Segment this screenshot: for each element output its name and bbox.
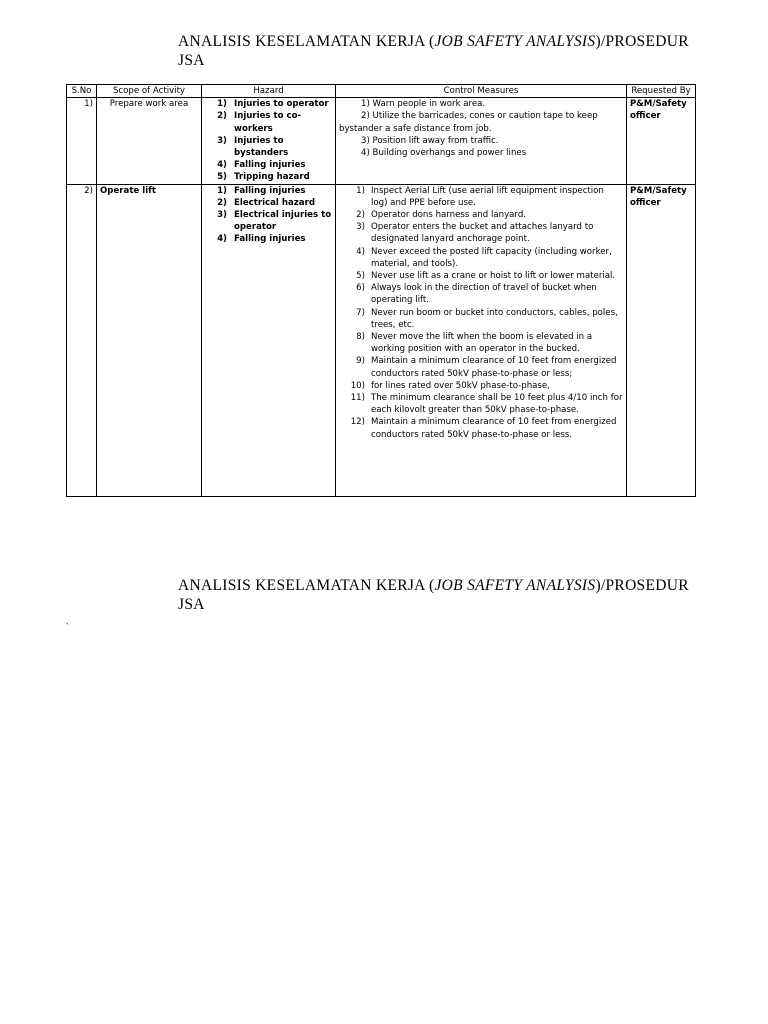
control-item: 10) for lines rated over 50kV phase-to-phase, [350,380,550,391]
control-item: 8) Never move the lift when the boom is elevated in a working position with an operator in the bucked. [356,332,593,355]
second-title-italic: JOB SAFETY ANALYSIS [434,577,596,594]
hazard-item: 3) Injuries to bystanders [217,135,289,159]
control-item: 3) Operator enters the bucket and attaches lanyard to designated lanyard anchorage point. [356,222,594,245]
row1-hazards [202,98,336,184]
control-item: 11) The minimum clearance shall be 10 feet plus 4/10 inch for each kilovolt greater than 50kV phase-to-phase. [350,393,623,416]
second-page-title: ANALISIS KESELAMATAN KERJA (JOB SAFETY ANALYSIS)/PROSEDUR JSA [178,577,689,613]
control-item: 3) Position lift away from traffic. [361,135,499,146]
row2-requested: P&M/Safety officer [627,184,696,496]
control-item: 9) Maintain a minimum clearance of 10 feet from energized conductors rated 50kV phase-to-phase or less; [356,356,617,379]
control-item: 6) Always look in the direction of travel of bucket when operating lift. [356,283,597,306]
hazard-item: 1) Falling injuries [217,185,306,196]
hazard-item: 2) Injuries to co-workers [217,111,302,134]
row2-sno: 2) [67,184,97,496]
control-item: 4) Building overhangs and power lines [361,148,527,159]
page-title: ANALISIS KESELAMATAN KERJA (JOB SAFETY ANALYSIS)/PROSEDUR JSA [178,33,689,69]
second-title-line2: JSA [178,596,205,613]
header-control: Control Measures [336,85,627,98]
row1-controls [336,98,627,184]
control-item: 2) Utilize the barricades, cones or caution tape to keep [361,111,598,122]
control-item: 1) Warn people in work area. [361,99,486,110]
hazard-item: 1) Injuries to operator [217,99,329,110]
header-requested: Requested By [627,85,696,98]
jsa-table [66,84,696,497]
title-italic: JOB SAFETY ANALYSIS [434,33,596,50]
row2-hazards [202,184,336,496]
title-line2: JSA [178,52,205,69]
control-item: bystander a safe distance from job. [339,123,492,134]
control-item: 7) Never run boom or bucket into conductors, cables, poles, trees, etc. [356,307,618,330]
row1-requested: P&M/Safety officer [627,98,696,184]
hazard-item: 4) Falling injuries [217,160,306,171]
control-item: 1) Inspect Aerial Lift (use aerial lift equipment inspection log) and PPE before use. [356,185,604,208]
row1-sno: 1) [67,98,97,184]
table-row [67,98,696,184]
hazard-item: 4) Falling injuries [217,234,306,245]
table-header-row [67,85,696,98]
header-sno: S.No [67,85,97,98]
hazard-item: 3) Electrical injuries to operator [217,210,332,233]
table-row [67,184,696,496]
hazard-item: 5) Tripping hazard [217,172,310,183]
hazard-item: 2) Electrical hazard [217,197,315,208]
control-item: 5) Never use lift as a crane or hoist to lift or lower material. [356,271,616,282]
control-item: 2) Operator dons harness and lanyard. [356,210,527,221]
control-item: 12) Maintain a minimum clearance of 10 feet from energized conductors rated 50kV phase-to-phase or less. [350,417,617,440]
control-item: 4) Never exceed the posted lift capacity (including worker, material, and tools). [356,246,612,269]
header-scope: Scope of Activity [97,85,202,98]
row2-scope: Operate lift [97,184,202,496]
row2-controls [336,184,627,496]
stray-mark: ` [66,622,69,632]
header-hazard: Hazard [202,85,336,98]
row1-scope: Prepare work area [97,98,202,184]
